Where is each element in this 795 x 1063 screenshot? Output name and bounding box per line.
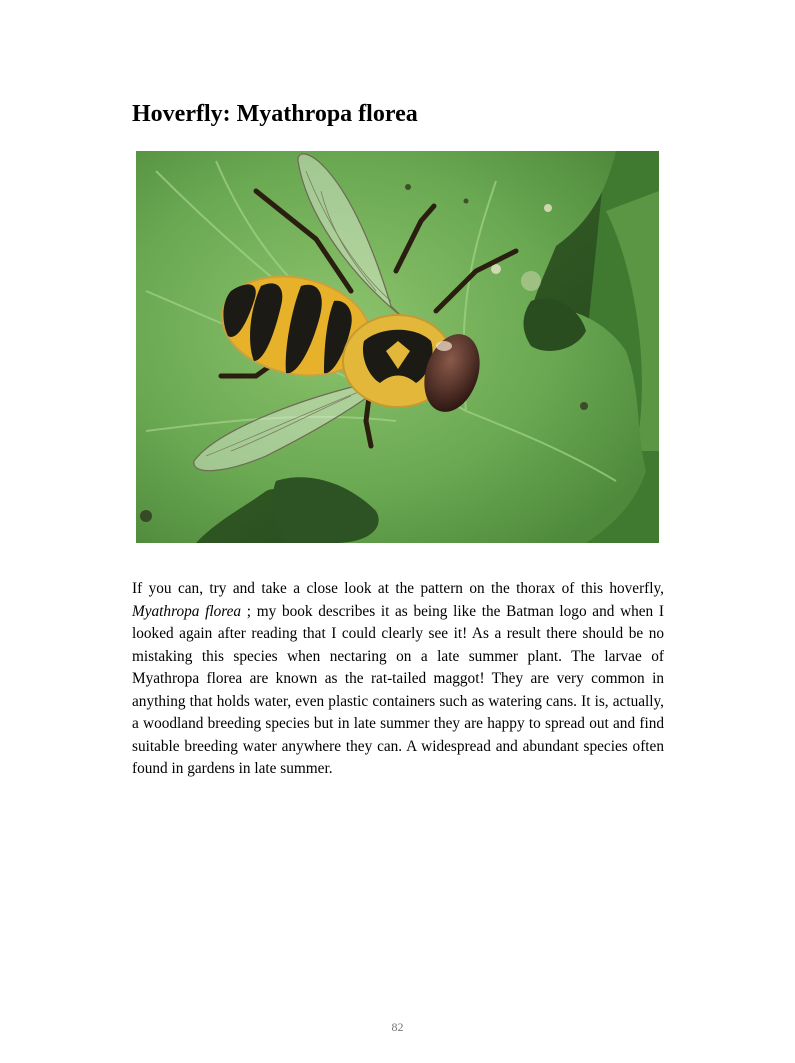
hoverfly-photo — [136, 151, 659, 543]
paragraph-part-1: If you can, try and take a close look at the pattern on the thorax of this hoverfly, — [132, 580, 664, 597]
page-number: 82 — [391, 1020, 404, 1034]
body-paragraph — [132, 578, 664, 781]
paragraph-part-2: ; my book describes it as being like the Batman logo and when I looked again after reading that I could clearly see it! As a result there should be no mistaking this species when nectaring on a late summer plant. The larvae of Myathropa florea are known as the rat-tailed maggot! They are very common in anything that holds water, even plastic containers such as watering cans. It is, actually, a woodland breeding species but in late summer they are happy to spread out and find suitable breeding water anywhere they can. A widespread and abundant species often found in gardens in late summer. — [132, 602, 664, 777]
page-title: Hoverfly: Myathropa florea — [132, 101, 418, 127]
species-name-italic: Myathropa florea — [132, 602, 242, 620]
